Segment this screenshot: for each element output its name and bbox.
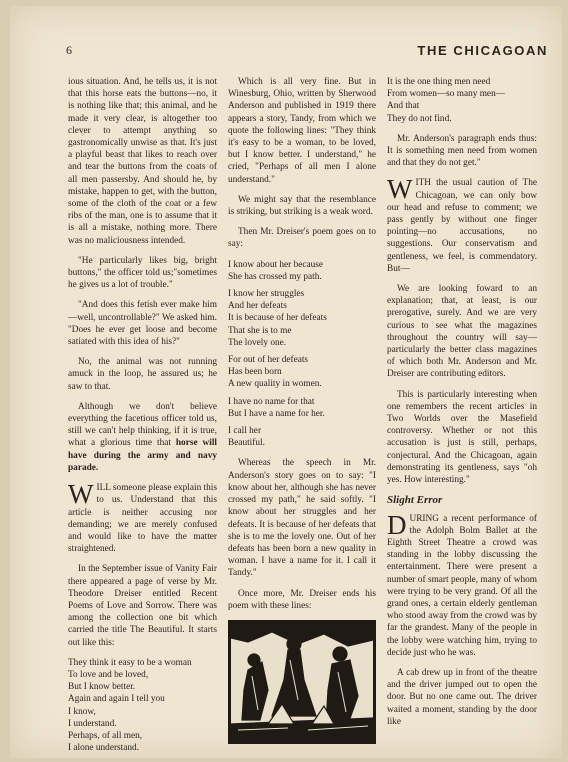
page-number: 6 <box>66 43 72 57</box>
paragraph: No, the animal was not running amuck in the loop, he assured us; he saw to that. <box>68 357 217 392</box>
paragraph-text: Although we don't believe everything the facetious officer told us, still we can't help thinking, if it is true, what a glorious time that <box>68 401 217 449</box>
verse-line: It is the one thing men need <box>387 77 491 87</box>
paragraph: Which is all very fine. But in Winesburg, Ohio, written by Sherwood Anderson and published in 1919 there appears a story, Tandy, from which we quote the following lines: "They think it's easy to be a woman, to be loved, but I know better. I understand," he cried, "Perhaps of all men I alone understand." <box>228 77 376 185</box>
paragraph: In the September issue of Vanity Fair there appeared a page of verse by Mr. Theodore Dreiser entitled Recent Poems of Love and Sorrow. There was among the collection one bit which carried the title The Beautiful. It starts out like this: <box>68 564 217 648</box>
paragraph: We are looking foward to an explanation; that, at least, is our prerogative, surely. And we are very curious to see what the magazines throughout the country will say—particularly the better class magazines of which both Mr. Anderson and Mr. Dreiser are contributing editors. <box>387 284 537 380</box>
verse-line: I call her <box>228 426 262 437</box>
column-2 <box>228 76 376 744</box>
paragraph: Then Mr. Dreiser's poem goes on to say: <box>228 227 376 250</box>
paragraph: A cab drew up in front of the theatre and the driver jumped out to open the door. But no one came out. The driver waited a moment, standing by the door like <box>387 667 537 727</box>
verse-line: And that <box>387 101 420 112</box>
verse-line: From women—so many men— <box>387 89 506 100</box>
section-subhead: Slight Error <box>387 494 443 507</box>
verse-line: The lovely one. <box>228 337 287 348</box>
verse-line: I understand. <box>68 718 117 729</box>
verse-line: That she is to me <box>228 325 292 336</box>
paragraph <box>387 509 537 659</box>
verse-line: I have no name for that <box>228 396 315 407</box>
verse-line: I know, <box>68 706 96 717</box>
verse-block <box>387 76 537 125</box>
paragraph <box>68 479 217 555</box>
drop-cap: D <box>387 509 407 540</box>
verse-line: They do not find. <box>387 113 452 124</box>
paragraph: "He particularly likes big, bright buttons," the officer told us;"sometimes he gives us a lot of trouble." <box>68 255 217 291</box>
column-1 <box>68 76 217 762</box>
masthead: THE CHICAGOAN <box>417 43 548 58</box>
column-3 <box>387 76 537 736</box>
verse-block <box>68 657 217 755</box>
verse-line: I know her struggles <box>228 289 305 300</box>
paragraph: Whereas the speech in Mr. Anderson's story goes on to say: "I know about her, although she has never crossed my path," he said softly. "I know about her struggles and her defeats. It is because of her defeats that she is to me the lovely one. Out of her defeats has been born a new quality in woman. I have a name for it. I call it Tandy." <box>228 458 376 579</box>
verse-line: Has been born <box>228 367 282 378</box>
verse-line: It is because of her defeats <box>228 313 327 324</box>
verse-line: Beautiful. <box>228 438 265 449</box>
drop-cap: W <box>68 479 94 510</box>
verse-line: But I have a name for her. <box>228 408 325 419</box>
verse-line: I alone understand. <box>68 743 139 754</box>
paragraph-text: URING a recent performance of the Adolph Bolm Ballet at the Eighth Street Theatre a crowd was standing in the lobby discussing the entertainment. There were present a number of smart people, many of whom were trying to be very grand. Of all the grand ones, a certain elderly gentleman who stood away from the crowd was by far the grandest. Many of the people in the lobby were watching him, trying to decide just who he was. <box>387 513 537 658</box>
paragraph: ious situation. And, he tells us, it is not that this horse eats the buttons—no, it is nothing like that; this animal, and he made it very clear, is altogether too clever to attempt anything so gastronomically unwise as that. It's just a playful beast that likes to reach over and tear the buttons from the coats of all men passersby. And should he, by mistake, happen to get, with the button, some of the cloth of the coat or a few ribs of the man, one is to assume that it is all a mistake, nothing more. There was no maliciousness intended. <box>68 77 217 246</box>
paragraph: Mr. Anderson's paragraph ends thus: It is something men need from women and that they do not get." <box>387 133 537 169</box>
paragraph-text: ILL someone please explain this to us. Understand that this article is neither accusing nor demanding; we are merely confused and would like to have the matter straightened. <box>68 483 217 555</box>
drop-cap: W <box>387 174 413 205</box>
bold-text: horse will have during the army and navy parade. <box>68 438 217 473</box>
verse-line: They think it easy to be a woman <box>68 657 192 668</box>
paragraph <box>68 401 217 474</box>
paragraph: We might say that the resemblance is striking, but striking is a weak word. <box>228 194 376 218</box>
magazine-page <box>10 6 562 758</box>
paragraph-text: ITH the usual caution of The Chicagoan, we can only bow our head and refuse to comment; we pass gently by without one finger pointing—no accusations, no suggestions. Our conservatism and gentleness, we feel, is commendatory. But— <box>387 178 537 274</box>
verse-line: For out of her defeats <box>228 355 309 366</box>
woodcut-illustration <box>228 620 376 744</box>
verse-line: But I know better. <box>68 682 136 693</box>
verse-line: To love and be loved, <box>68 669 149 680</box>
verse-block <box>228 259 376 450</box>
paragraph: "And does this fetish ever make him—well, uncontrollable?" We asked him. "Does he ever get loose and become satiated with this idea of his?" <box>68 300 217 348</box>
paragraph <box>387 174 537 275</box>
paragraph: This is particularly interesting when one remembers the recent articles in Two Worlds over the Masefield controversy. Whether or not this accusation is just is still, perhaps, conjectural. And the Chicagoan, again demonstrating its gentleness, says "oh yes. How interesting." <box>387 389 537 486</box>
verse-line: Perhaps, of all men, <box>68 730 143 741</box>
verse-line: Again and again I tell you <box>68 694 165 705</box>
verse-line: She has crossed my path. <box>228 271 322 282</box>
verse-line: A new quality in women. <box>228 379 322 390</box>
verse-line: I know about her because <box>228 259 323 270</box>
verse-line: And her defeats <box>228 301 287 312</box>
paragraph: Once more, Mr. Dreiser ends his poem with these lines: <box>228 588 376 611</box>
